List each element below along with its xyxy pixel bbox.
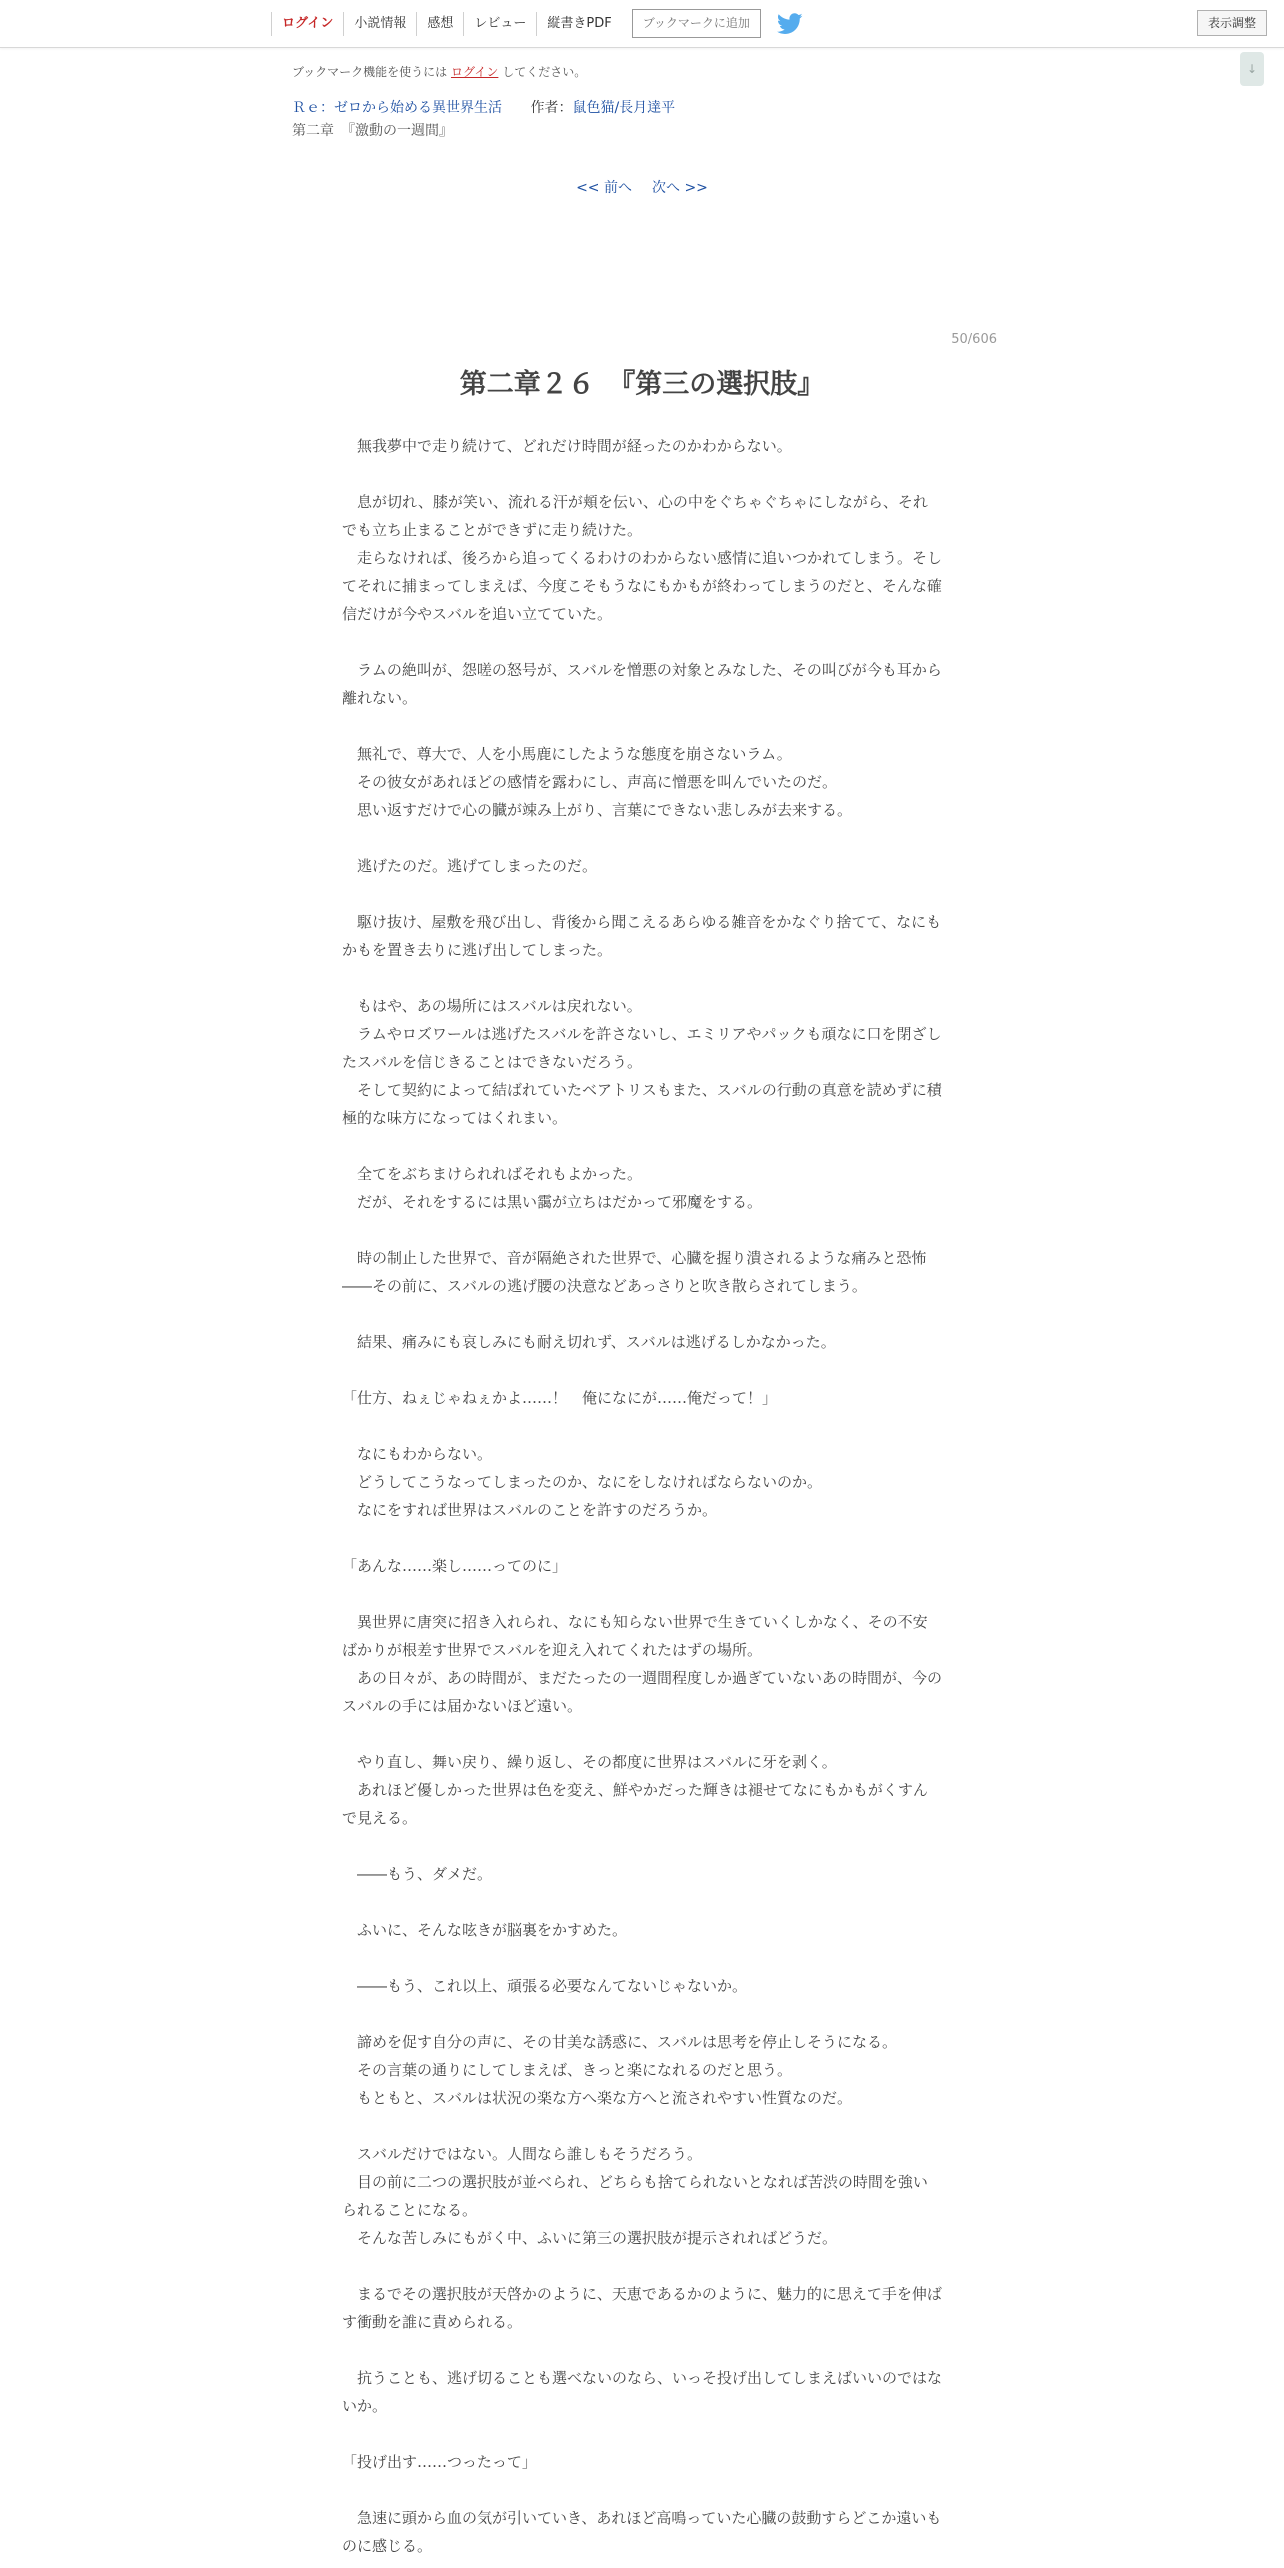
body-paragraph: その言葉の通りにしてしまえば、きっと楽になれるのだと思う。: [342, 2061, 793, 2079]
bookmark-login-notice: [292, 63, 586, 80]
body-paragraph: 駆け抜け、屋敷を飛び出し、背後から聞こえるあらゆる雑音をかなぐり捨てて、なにもかもを置き去りに逃げ出してしまった。: [342, 913, 942, 959]
notice-text-after: してください。: [498, 65, 587, 79]
top-nav: [0, 0, 1284, 48]
body-paragraph: ――もう、ダメだ。: [342, 1865, 493, 1883]
body-paragraph: そして契約によって結ばれていたベアトリスもまた、スバルの行動の真意を読めずに積極的な味方になってはくれまい。: [342, 1081, 942, 1127]
body-paragraph: [342, 1720, 942, 1748]
body-paragraph: [342, 1132, 942, 1160]
author-link[interactable]: 鼠色猫/長月達平: [572, 100, 676, 116]
body-paragraph: 無我夢中で走り続けて、どれだけ時間が経ったのかわからない。: [342, 437, 792, 455]
body-paragraph: スバルだけではない。人間なら誰しもそうだろう。: [342, 2145, 703, 2163]
body-paragraph: [342, 824, 942, 852]
body-paragraph: [342, 1888, 942, 1916]
body-paragraph: [342, 964, 942, 992]
body-paragraph: なにをすれば世界はスバルのことを許すのだろうか。: [342, 1501, 718, 1519]
body-paragraph: あの日々が、あの時間が、まだたったの一週間程度しか過ぎていないあの時間が、今のスバルの手には届かないほど遠い。: [342, 1669, 943, 1715]
notice-login-link[interactable]: ログイン: [450, 65, 499, 79]
body-paragraph: 目の前に二つの選択肢が並べられ、どちらも捨てられないとなれば苦渋の時間を強いられることになる。: [342, 2173, 928, 2219]
body-paragraph: ラムの絶叫が、怨嗟の怒号が、スバルを憎悪の対象とみなした、その叫びが今も耳から離れない。: [342, 661, 942, 707]
body-paragraph: [342, 712, 942, 740]
novel-body: [342, 432, 942, 2560]
body-paragraph: 「投げ出す……つったって」: [342, 2453, 537, 2471]
body-paragraph: [342, 1524, 942, 1552]
body-paragraph: その彼女があれほどの感情を露わにし、声高に憎悪を叫んでいたのだ。: [342, 773, 838, 791]
body-paragraph: [342, 1300, 942, 1328]
body-paragraph: 諦めを促す自分の声に、その甘美な誘惑に、スバルは思考を停止しそうになる。: [342, 2033, 898, 2051]
body-paragraph: もはや、あの場所にはスバルは戻れない。: [342, 997, 642, 1015]
nav-vertical-pdf-link[interactable]: 縦書きPDF: [536, 12, 621, 36]
chapter-title: 第二章 『激動の一週間』: [292, 123, 453, 139]
nav-items: [271, 0, 803, 47]
novel-meta: [292, 97, 675, 117]
body-paragraph: そんな苦しみにもがく中、ふいに第三の選択肢が提示されればどうだ。: [342, 2229, 838, 2247]
body-paragraph: 逃げたのだ。逃げてしまったのだ。: [342, 857, 598, 875]
nav-review-link[interactable]: レビュー: [463, 12, 536, 36]
display-settings-button[interactable]: 表示調整: [1197, 10, 1267, 36]
nav-impressions-link[interactable]: 感想: [416, 12, 463, 36]
notice-text-before: ブックマーク機能を使うには: [292, 65, 451, 79]
nav-login-link[interactable]: ログイン: [271, 12, 343, 36]
body-paragraph: [342, 2336, 942, 2364]
body-paragraph: もともと、スバルは状況の楽な方へ楽な方へと流されやすい性質なのだ。: [342, 2089, 853, 2107]
body-paragraph: 思い返すだけで心の臓が竦み上がり、言葉にできない悲しみが去来する。: [342, 801, 853, 819]
body-paragraph: [342, 1412, 942, 1440]
body-paragraph: [342, 2420, 942, 2448]
body-paragraph: 抗うことも、逃げ切ることも選べないのなら、いっそ投げ出してしまえばいいのではないか。: [342, 2369, 943, 2415]
novel-title-link[interactable]: Ｒｅ：ゼロから始める異世界生活: [292, 100, 502, 116]
body-paragraph: 全てをぶちまけられればそれもよかった。: [342, 1165, 643, 1183]
body-paragraph: 「仕方、ねぇじゃねぇかよ……！ 俺になにが……俺だって！」: [342, 1389, 778, 1407]
body-paragraph: [342, 2252, 942, 2280]
twitter-icon[interactable]: [777, 13, 803, 35]
episode-title: 第二章２６ 『第三の選択肢』: [459, 369, 825, 400]
body-paragraph: [342, 880, 942, 908]
body-paragraph: あれほど優しかった世界は色を変え、鮮やかだった輝きは褪せてなにもかもがくすんで見える。: [342, 1781, 928, 1827]
body-paragraph: だが、それをするには黒い靄が立ちはだかって邪魔をする。: [342, 1193, 763, 1211]
episode-count: 50/606: [951, 332, 997, 347]
body-paragraph: 無礼で、尊大で、人を小馬鹿にしたような態度を崩さないラム。: [342, 745, 792, 763]
body-paragraph: なにもわからない。: [342, 1445, 493, 1463]
body-paragraph: [342, 1216, 942, 1244]
body-paragraph: [342, 1944, 942, 1972]
scroll-down-button[interactable]: ↓: [1240, 52, 1264, 86]
nav-novel-info-link[interactable]: 小説情報: [343, 12, 416, 36]
body-paragraph: ――もう、これ以上、頑張る必要なんてないじゃないか。: [342, 1977, 748, 1995]
body-paragraph: [342, 628, 942, 656]
body-paragraph: [342, 2000, 942, 2028]
body-paragraph: [342, 460, 942, 488]
body-paragraph: 「あんな……楽し……ってのに」: [342, 1557, 568, 1575]
body-paragraph: ラムやロズワールは逃げたスバルを許さないし、エミリアやパックも頑なに口を閉ざしたスバルを信じきることはできないだろう。: [342, 1025, 942, 1071]
add-bookmark-button[interactable]: ブックマークに追加: [632, 9, 761, 38]
body-paragraph: 急速に頭から血の気が引いていき、あれほど高鳴っていた心臓の鼓動すらどこか遠いものに感じる。: [342, 2509, 942, 2555]
body-paragraph: 結果、痛みにも哀しみにも耐え切れず、スバルは逃げるしかなかった。: [342, 1333, 836, 1351]
body-paragraph: ふいに、そんな呟きが脳裏をかすめた。: [342, 1921, 628, 1939]
body-paragraph: [342, 2112, 942, 2140]
body-paragraph: [342, 1832, 942, 1860]
prev-episode-link[interactable]: << 前へ: [576, 180, 632, 196]
body-paragraph: まるでその選択肢が天啓かのように、天恵であるかのように、魅力的に思えて手を伸ばす衝動を誰に責められる。: [342, 2285, 942, 2331]
body-paragraph: 異世界に唐突に招き入れられ、なにも知らない世界で生きていくしかなく、その不安ばかりが根差す世界でスバルを迎え入れてくれたはずの場所。: [342, 1613, 928, 1659]
episode-pager: [0, 177, 1284, 197]
author-label: 作者：: [530, 100, 573, 116]
body-paragraph: [342, 2476, 942, 2504]
body-paragraph: [342, 1356, 942, 1384]
body-paragraph: やり直し、舞い戻り、繰り返し、その都度に世界はスバルに牙を剥く。: [342, 1753, 837, 1771]
body-paragraph: 走らなければ、後ろから追ってくるわけのわからない感情に追いつかれてしまう。そしてそれに捕まってしまえば、今度こそもうなにもかもが終わってしまうのだと、そんな確信だけが今やスバルを追い立てていた。: [342, 549, 943, 623]
next-episode-link[interactable]: 次へ >>: [652, 180, 708, 196]
body-paragraph: 息が切れ、膝が笑い、流れる汗が頬を伝い、心の中をぐちゃぐちゃにしながら、それでも立ち止まることができずに走り続けた。: [342, 493, 928, 539]
body-paragraph: [342, 1580, 942, 1608]
body-paragraph: どうしてこうなってしまったのか、なにをしなければならないのか。: [342, 1473, 823, 1491]
body-paragraph: 時の制止した世界で、音が隔絶された世界で、心臓を握り潰されるような痛みと恐怖――その前に、スバルの逃げ腰の決意などあっさりと吹き散らされてしまう。: [342, 1249, 927, 1295]
